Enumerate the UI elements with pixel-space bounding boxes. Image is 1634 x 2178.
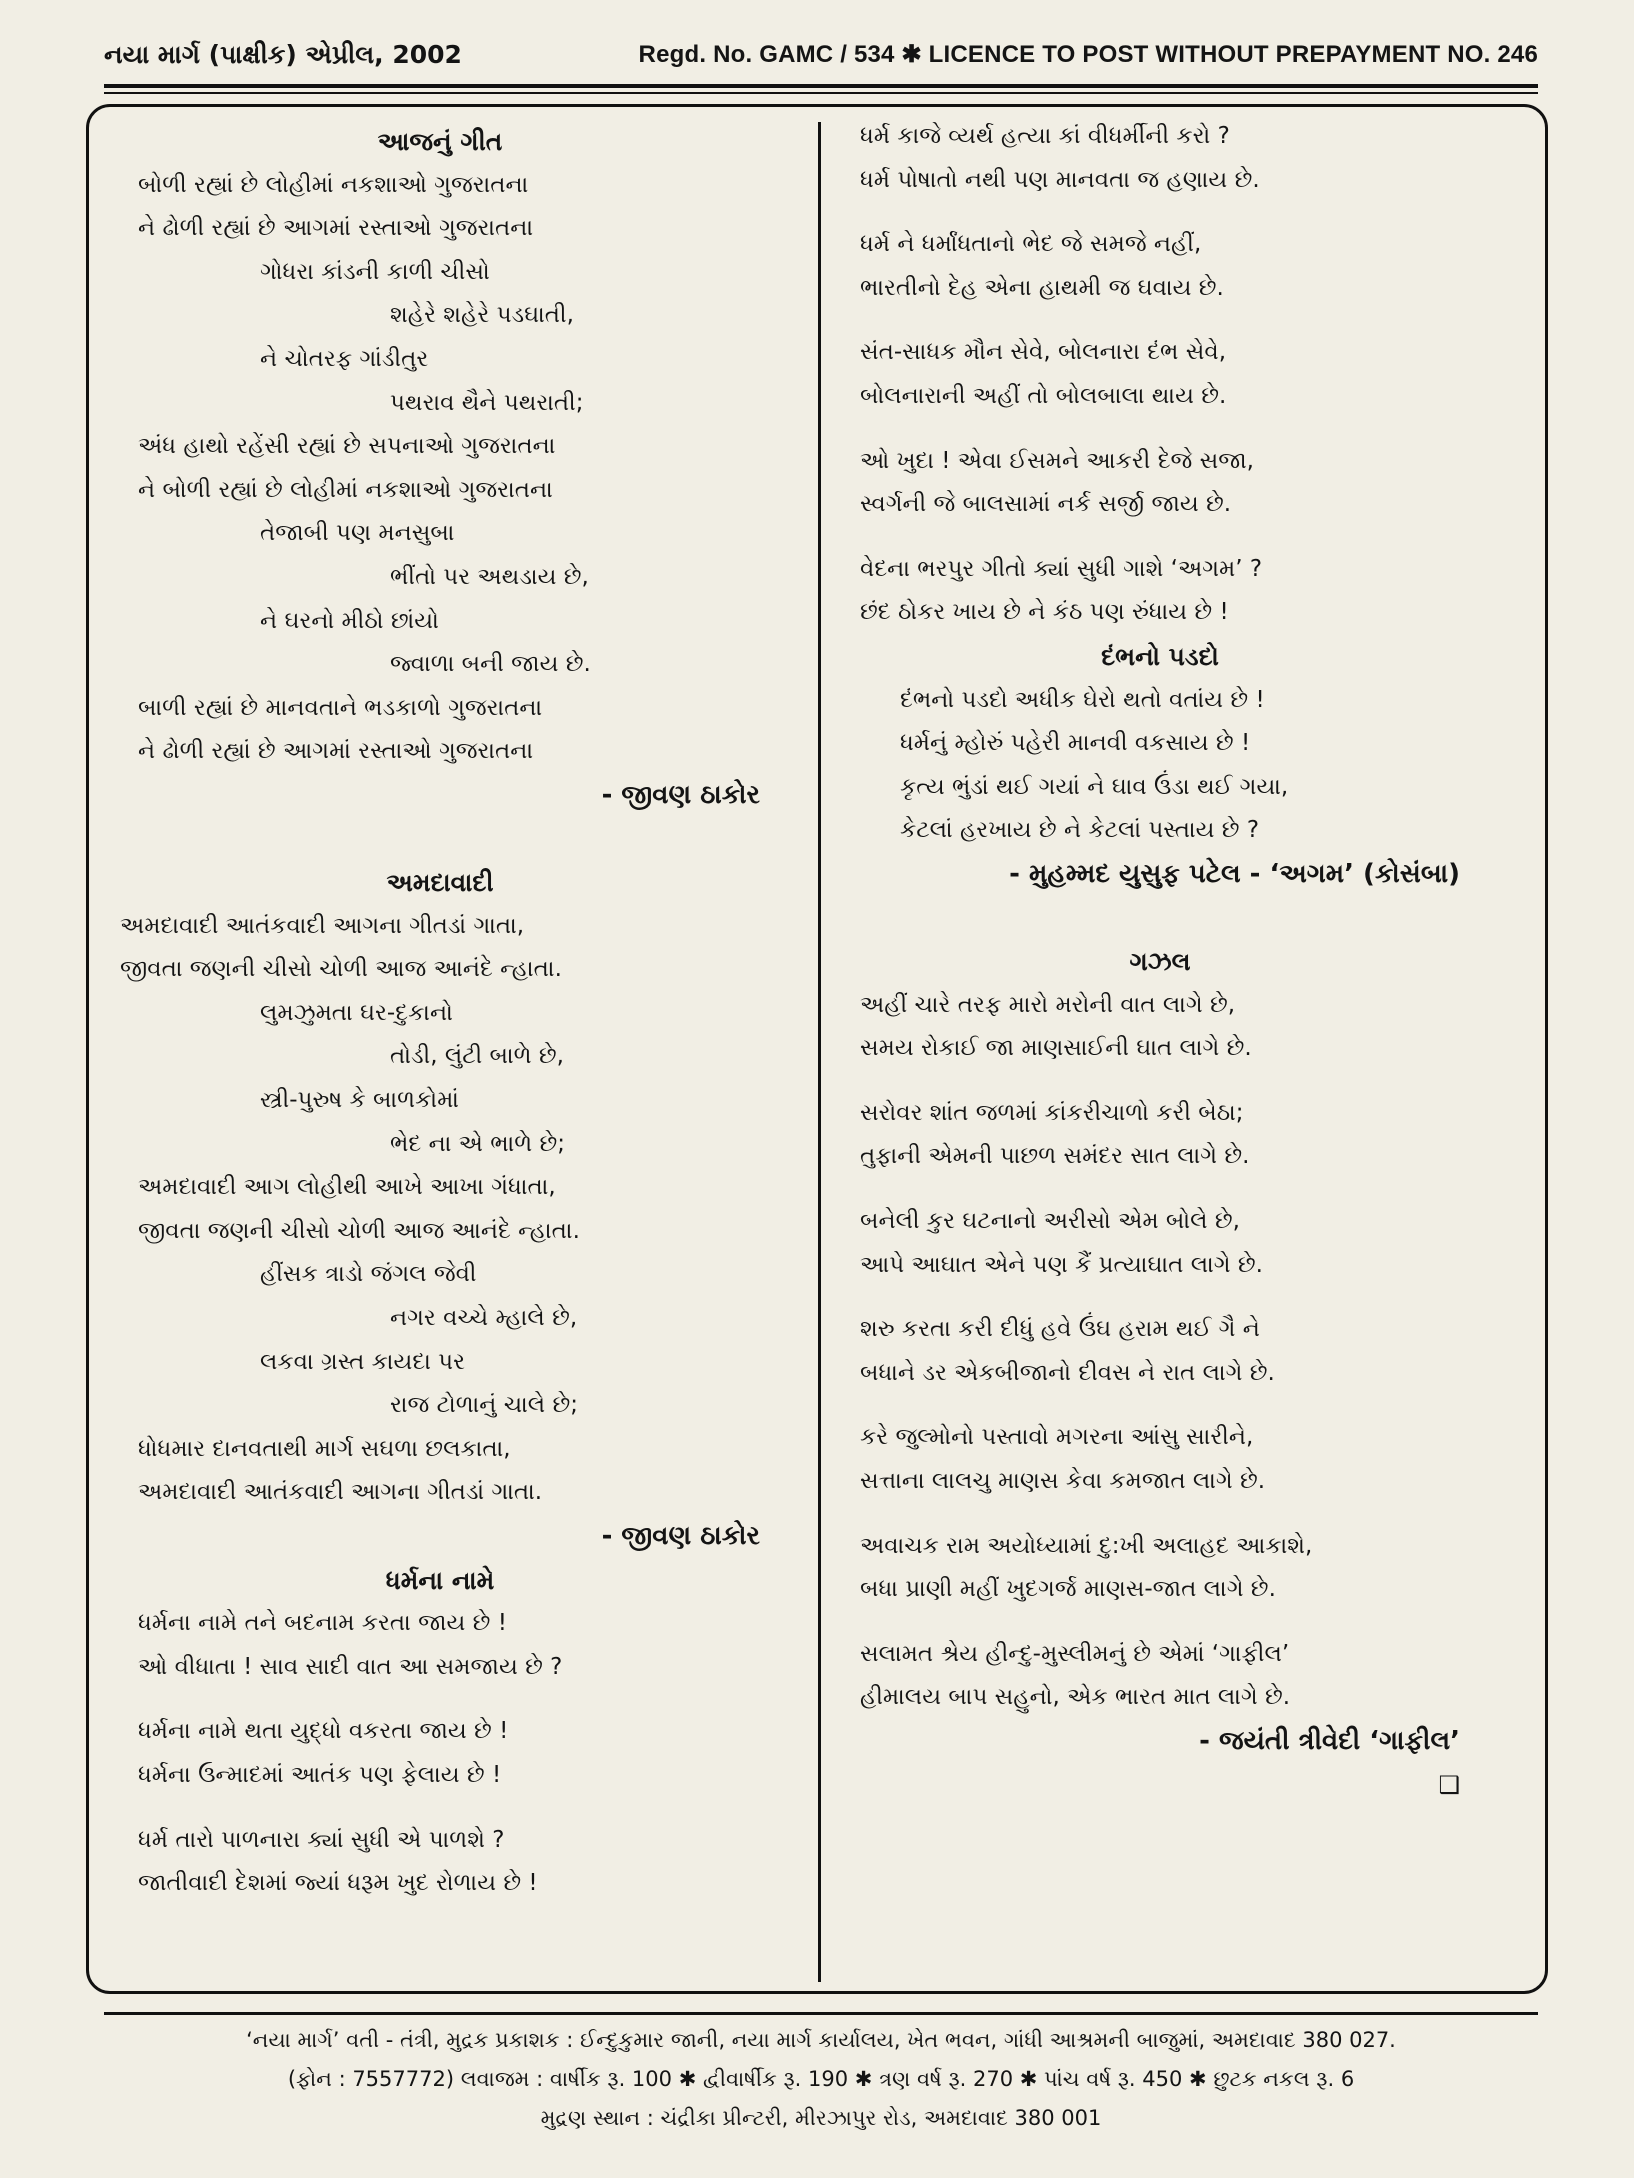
poem-line: ને ચોતરફ ગાંડીતુર <box>260 345 429 372</box>
poem-line: સ્ત્રી-પુરુષ કે બાળકોમાં <box>260 1087 459 1114</box>
poem-line: સ્વર્ગની જે બાલસામાં નર્ક સર્જી જાય છે. <box>860 491 1232 518</box>
imprint-publisher: ‘નયા માર્ગ’ વતી - તંત્રી, મુદ્રક પ્રકાશક : ઈન્દુકુમાર જાની, નયા માર્ગ કાર્યાલય, ખેત ભવન, ગાંધી આશ્રમની બાજુમાં, અમદાવાદ 380 027. <box>246 2028 1396 2052</box>
section-gap <box>860 897 1460 941</box>
poem-line: લુમઝુમતા ઘર-દુકાનો <box>260 999 453 1026</box>
section-gap <box>120 818 760 862</box>
poem-line: ભીંતો પર અથડાય છે, <box>390 563 589 590</box>
poem-line: ધર્મના ઉન્માદમાં આતંક પણ ફેલાય છે ! <box>138 1761 502 1788</box>
poem-title: ધર્મના નામે <box>385 1565 495 1595</box>
poem-line: ધર્મના નામે તને બદનામ કરતા જાય છે ! <box>138 1610 507 1637</box>
poem-line: ધર્મ કાજે વ્યર્થ હત્યા કાં વીધર્મીની કરો ? <box>860 123 1230 149</box>
end-mark: ❑ <box>1438 1770 1460 1799</box>
poem-line: ને બોળી રહ્યાં છે લોહીમાં નકશાઓ ગુજરાતના <box>138 476 553 503</box>
stanza-gap <box>860 419 1460 440</box>
poem-line: અમદાવાદી આતંકવાદી આગના ગીતડાં ગાતા. <box>138 1479 543 1506</box>
poem-line: તેજાબી પણ મનસુબા <box>260 520 455 547</box>
stanza-gap <box>860 1287 1460 1308</box>
stanza-gap <box>120 1798 760 1819</box>
stanza-gap <box>860 527 1460 548</box>
poem-line: શહેરે શહેરે પડઘાતી, <box>390 302 574 329</box>
poem-line: ધોધમાર દાનવતાથી માર્ગ સઘળા છલકાતા, <box>138 1435 511 1462</box>
page-header <box>104 40 1538 80</box>
stanza-gap <box>860 1179 1460 1200</box>
poem-line: બનેલી કુર ઘટનાનો અરીસો એમ બોલે છે, <box>860 1208 1240 1235</box>
poem-line: શરુ કરતા કરી દીધું હવે ઉંઘ હરામ થઈ ગૈ ને <box>860 1316 1260 1343</box>
stanza-gap <box>860 1395 1460 1416</box>
poem-line: ધર્મના નામે થતા યુદ્ધો વકરતા જાય છે ! <box>138 1718 509 1745</box>
poem-line: ગોધરા કાંડની કાળી ચીસો <box>260 258 490 285</box>
stanza-gap <box>860 1612 1460 1633</box>
poet-signature: - જયંતી ત્રીવેદી ‘ગાફીલ’ <box>1199 1726 1460 1756</box>
poem-title: અમદાવાદી <box>386 868 494 898</box>
poem-line: હીમાલય બાપ સહુનો, એક ભારત માત લાગે છે. <box>860 1684 1291 1711</box>
poem-line: ધર્મ ને ધર્માંધતાનો ભેદ જે સમજે નહીં, <box>860 231 1202 258</box>
poem-line: કૃત્ય ભુંડાં થઈ ગયાં ને ઘાવ ઉંડા થઈ ગયા, <box>900 773 1289 800</box>
imprint-printer: મુદ્રણ સ્થાન : ચંદ્રીકા પ્રીન્ટરી, મીરઝાપુર રોડ, અમદાવાદ 380 001 <box>540 2106 1102 2130</box>
header-registration: Regd. No. GAMC / 534 ✱ LICENCE TO POST WITHOUT PREPAYMENT NO. 246 <box>638 41 1538 68</box>
poem-line: અંધ હાથો રહેંસી રહ્યાં છે સપનાઓ ગુજરાતના <box>138 433 556 460</box>
poem-line: કરે જુલ્મોનો પસ્તાવો મગરના આંસુ સારીને, <box>860 1424 1254 1451</box>
poem-line: અમદાવાદી આગ લોહીથી આખે આખા ગંધાતા, <box>138 1174 556 1201</box>
poem-line: આપે આઘાત એને પણ કૈં પ્રત્યાઘાત લાગે છે. <box>860 1251 1263 1278</box>
poem-line: લકવા ગ્રસ્ત કાયદા પર <box>260 1348 465 1375</box>
poet-signature: - જીવણ ઠાકોર <box>601 1521 760 1551</box>
stanza-gap <box>860 310 1460 331</box>
poem-line: ધર્મ તારો પાળનારા ક્યાં સુધી એ પાળશે ? <box>138 1826 505 1853</box>
poem-line: રાજ ટોળાનું ચાલે છે; <box>390 1392 579 1419</box>
poem-line: ને ઢોળી રહ્યાં છે આગમાં રસ્તાઓ ગુજરાતના <box>138 738 534 765</box>
stanza-gap <box>860 1504 1460 1525</box>
poem-line: અમદાવાદી આતંકવાદી આગના ગીતડાં ગાતા, <box>120 912 525 939</box>
imprint-footer <box>104 2012 1538 2138</box>
poem-line: સલામત શ્રેય હીન્દુ-મુસ્લીમનું છે એમાં ‘ગાફીલ’ <box>860 1640 1290 1667</box>
poem-line: ને ઘરનો મીઠો છાંયો <box>260 607 439 634</box>
stanza-gap <box>120 1689 760 1710</box>
poem-line: બધા પ્રાણી મહીં ખુદગર્જ માણસ-જાત લાગે છે. <box>860 1576 1276 1603</box>
poem-line: બધાને ડર એકબીજાનો દીવસ ને રાત લાગે છે. <box>860 1359 1275 1386</box>
poet-signature: - મુહમ્મદ યુસુફ પટેલ - ‘અગમ’ (કોસંબા) <box>1009 858 1460 889</box>
poem-line: હીંસક ત્રાડો જંગલ જેવી <box>260 1261 477 1288</box>
poem-line: બોળી રહ્યાં છે લોહીમાં નકશાઓ ગુજરાતના <box>138 171 529 198</box>
poem-line: ઓ વીધાતા ! સાવ સાદી વાત આ સમજાય છે ? <box>138 1653 563 1680</box>
poem-line: જીવતા જણની ચીસો ચોળી આજ આનંદે ન્હાતા. <box>120 956 562 983</box>
poem-line: ઓ ખુદા ! એવા ઈસમને આકરી દેજે સજા, <box>860 447 1254 474</box>
poem-line: જીવતા જણની ચીસો ચોળી આજ આનંદે ન્હાતા. <box>138 1217 580 1244</box>
poem-title: દંભનો પડદો <box>1101 641 1219 671</box>
poem-line: બોલનારાની અહીં તો બોલબાલા થાય છે. <box>860 382 1227 409</box>
poem-line: સરોવર શાંત જળમાં કાંકરીચાળો કરી બેઠા; <box>860 1099 1244 1126</box>
poem-line: ભેદ ના એ ભાળે છે; <box>390 1130 566 1157</box>
column-divider <box>818 122 821 1982</box>
poem-line: તુફાની એમની પાછળ સમંદર સાત લાગે છે. <box>860 1143 1250 1170</box>
poem-line: સત્તાના લાલચુ માણસ કેવા કમજાત લાગે છે. <box>860 1468 1266 1495</box>
poem-line: વેદના ભરપુર ગીતો ક્યાં સુધી ગાશે ‘અગમ’ ? <box>860 555 1263 582</box>
poem-line: ને ઢોળી રહ્યાં છે આગમાં રસ્તાઓ ગુજરાતના <box>138 215 534 242</box>
poem-line: જ્વાળા બની જાય છે. <box>390 651 591 678</box>
imprint-subscription: (ફોન : 7557772) લવાજમ : વાર્ષીક રૂ. 100 ✱ દ્વીવાર્ષીક રૂ. 190 ✱ ત્રણ વર્ષ રૂ. 270 ✱ પાંચ વર્ષ રૂ. 450 ✱ છુટક નકલ રૂ. 6 <box>287 2067 1355 2091</box>
poem-line: છંદ ઠોકર ખાય છે ને કંઠ પણ રુંધાય છે ! <box>860 599 1229 626</box>
poem-line: ધર્મનું મ્હોરું પહેરી માનવી વકસાય છે ! <box>900 730 1251 757</box>
poet-signature: - જીવણ ઠાકોર <box>601 779 760 810</box>
poem-line: જાતીવાદી દેશમાં જ્યાં ધરૂમ ખુદ રોળાય છે ! <box>138 1870 538 1897</box>
poem-line: સમય રોકાઈ જા માણસાઈની ઘાત લાગે છે. <box>860 1035 1252 1062</box>
poem-line: સંત-સાધક મૌન સેવે, બોલનારા દંભ સેવે, <box>860 339 1227 366</box>
header-date-line: નયા માર્ગ (પાક્ષીક) એપ્રીલ, 2002 <box>104 40 462 69</box>
poem-line: બાળી રહ્યાં છે માનવતાને ભડકાળો ગુજરાતના <box>138 694 543 721</box>
poem-line: પથરાવ થૈને પથરાતી; <box>390 389 584 416</box>
poem-line: નગર વચ્ચે મ્હાલે છે, <box>390 1305 578 1332</box>
poem-line: ભારતીનો દેહ એના હાથમી જ ઘવાય છે. <box>860 274 1224 301</box>
poem-title: ગઝલ <box>1129 947 1191 977</box>
poem-line: ધર્મ પોષાતો નથી પણ માનવતા જ હણાય છે. <box>860 166 1260 193</box>
left-column <box>120 120 760 1906</box>
stanza-gap <box>860 1071 1460 1092</box>
header-rule-thick <box>104 84 1538 88</box>
poem-line: અવાચક રામ અયોધ્યામાં દુ:ખી અલાહદ આકાશે, <box>860 1532 1313 1559</box>
right-column <box>860 115 1460 1807</box>
poem-line: કેટલાં હરખાય છે ને કેટલાં પસ્તાય છે ? <box>900 817 1260 844</box>
stanza-gap <box>860 202 1460 223</box>
header-rule-thin <box>104 92 1538 94</box>
poem-line: દંભનો પડદો અધીક ઘેરો થતો વતાંય છે ! <box>900 686 1265 713</box>
poem-line: અહીં ચારે તરફ મારો મરોની વાત લાગે છે, <box>860 991 1236 1018</box>
poem-line: તોડી, લુંટી બાળે છે, <box>390 1043 564 1070</box>
poem-title: આજનું ગીત <box>377 127 503 156</box>
